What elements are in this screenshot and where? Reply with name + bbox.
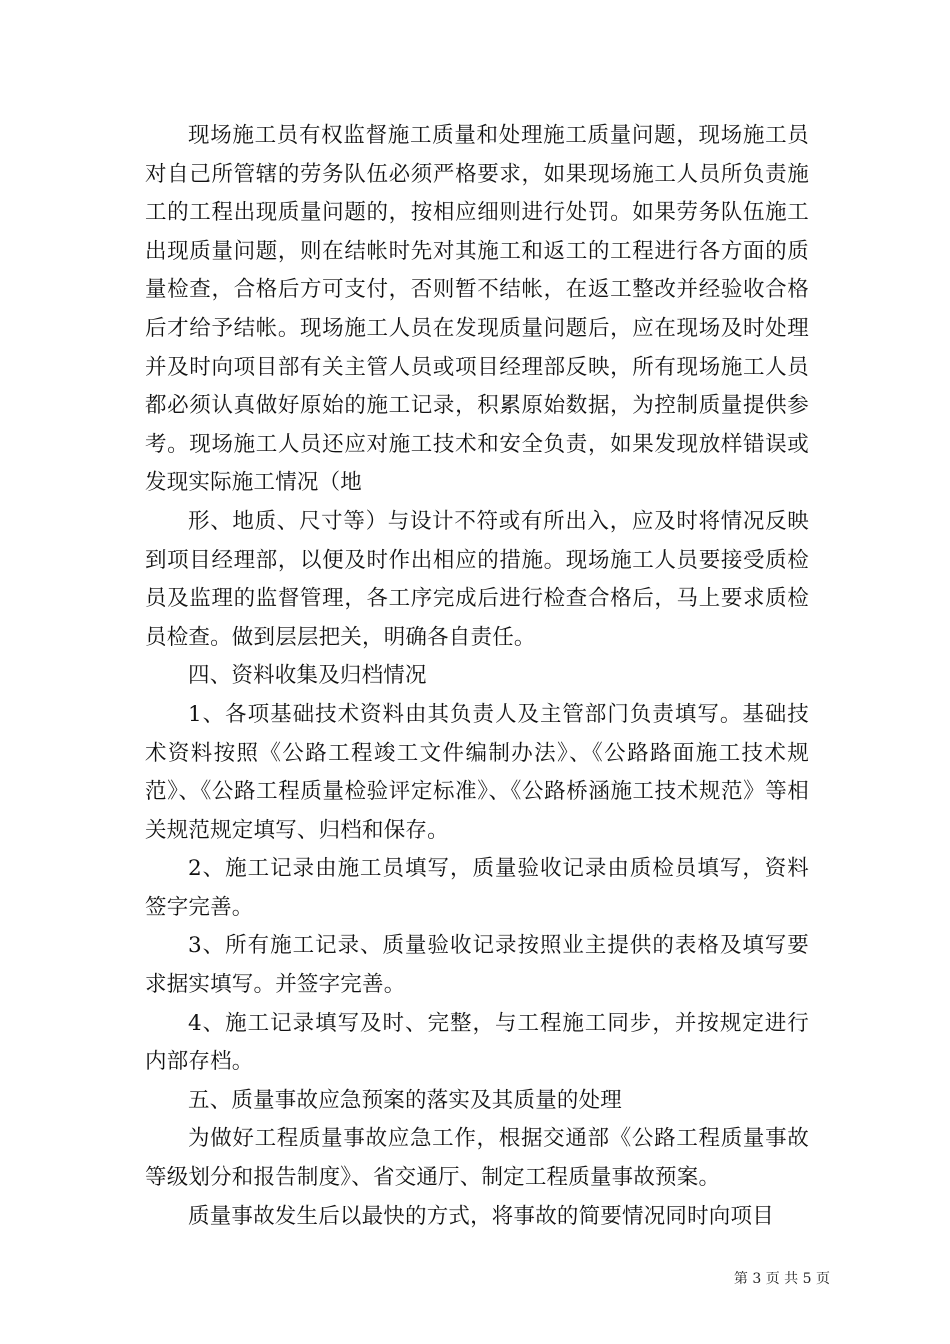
paragraph-item-3: 3、所有施工记录、质量验收记录按照业主提供的表格及填写要求据实填写。并签字完善。 <box>145 933 809 998</box>
document-body <box>145 117 809 1236</box>
paragraph-item-4: 4、施工记录填写及时、完整，与工程施工同步，并按规定进行内部存档。 <box>145 1010 809 1075</box>
paragraph-item-1: 1、各项基础技术资料由其负责人及主管部门负责填写。基础技术资料按照《公路工程竣工文件编制办法》、《公路路面施工技术规范》、《公路工程质量检验评定标准》、《公路桥涵施工技术规范》等相关规范规定填写、归档和保存。 <box>145 701 809 843</box>
paragraph-emergency-plan: 为做好工程质量事故应急工作，根据交通部《公路工程质量事故等级划分和报告制度》、省交通厅、制定工程质量事故预案。 <box>145 1126 809 1191</box>
paragraph-site-constructor-duties-cont: 形、地质、尺寸等）与设计不符或有所出入，应及时将情况反映到项目经理部，以便及时作出相应的措施。现场施工人员要接受质检员及监理的监督管理，各工序完成后进行检查合格后，马上要求质检员检查。做到层层把关，明确各自责任。 <box>145 508 809 650</box>
paragraph-item-2: 2、施工记录由施工员填写，质量验收记录由质检员填写，资料签字完善。 <box>145 856 809 920</box>
paragraph-accident-report: 质量事故发生后以最快的方式，将事故的简要情况同时向项目 <box>188 1203 774 1229</box>
section-heading-5: 五、质量事故应急预案的落实及其质量的处理 <box>188 1087 623 1113</box>
paragraph-site-constructor-duties: 现场施工员有权监督施工质量和处理施工质量问题，现场施工员对自己所管辖的劳务队伍必须严格要求，如果现场施工人员所负责施工的工程出现质量问题的，按相应细则进行处罚。如果劳务队伍施工出现质量问题，则在结帐时先对其施工和返工的工程进行各方面的质量检查，合格后方可支付，否则暂不结帐，在返工整改并经验收合格后才给予结帐。现场施工人员在发现质量问题后，应在现场及时处理并及时向项目部有关主管人员或项目经理部反映，所有现场施工人员都必须认真做好原始的施工记录，积累原始数据，为控制质量提供参考。现场施工人员还应对施工技术和安全负责，如果发现放样错误或发现实际施工情况（地 <box>145 123 809 496</box>
page-number: 第 3 页 共 5 页 <box>733 1271 830 1287</box>
section-heading-4: 四、资料收集及归档情况 <box>188 663 427 689</box>
